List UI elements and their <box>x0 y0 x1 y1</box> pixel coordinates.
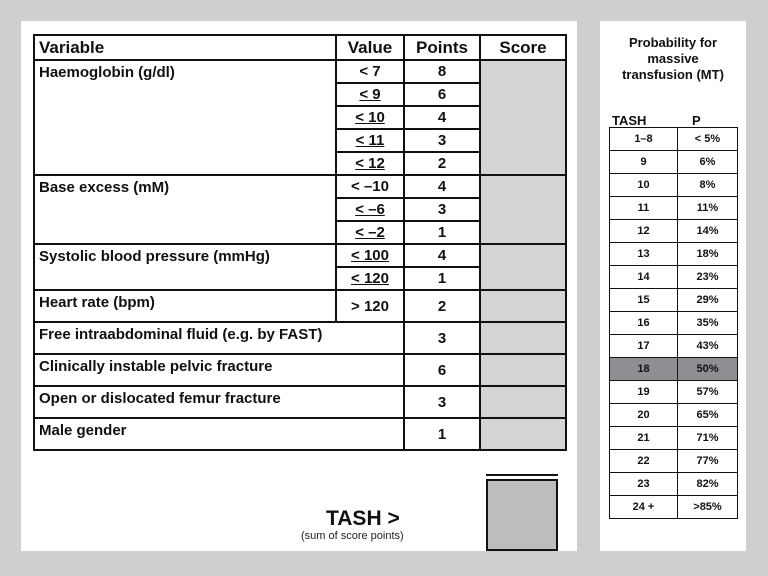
tash-score-cell: 16 <box>610 312 678 335</box>
table-row <box>34 244 566 267</box>
probability-cell: 82% <box>678 473 738 496</box>
header-score: Score <box>480 35 566 60</box>
tash-score-cell: 22 <box>610 450 678 473</box>
probability-row <box>610 266 738 289</box>
probability-cell: 77% <box>678 450 738 473</box>
points-cell: 2 <box>404 290 480 322</box>
value-cell: < 9 <box>336 83 404 106</box>
probability-cell: 18% <box>678 243 738 266</box>
points-cell: 1 <box>404 221 480 244</box>
probability-panel <box>600 21 746 551</box>
probability-row <box>610 151 738 174</box>
score-cell-free-fluid <box>480 322 566 354</box>
probability-row <box>610 335 738 358</box>
table-row <box>34 386 566 418</box>
probability-cell: 8% <box>678 174 738 197</box>
probability-title-line: transfusion (MT) <box>622 67 724 82</box>
value-cell: > 120 <box>336 290 404 322</box>
probability-cell: 65% <box>678 404 738 427</box>
value-cell: < 7 <box>336 60 404 83</box>
tash-score-cell: 11 <box>610 197 678 220</box>
header-variable: Variable <box>34 35 336 60</box>
probability-cell: 14% <box>678 220 738 243</box>
score-cell-male-gender <box>480 418 566 450</box>
table-row <box>34 354 566 386</box>
value-cell: < 10 <box>336 106 404 129</box>
score-cell-base-excess <box>480 175 566 244</box>
tash-score-cell: 13 <box>610 243 678 266</box>
value-cell: < –6 <box>336 198 404 221</box>
variable-male-gender: Male gender <box>34 418 404 450</box>
tash-score-cell: 14 <box>610 266 678 289</box>
total-score-box <box>486 479 558 551</box>
value-cell: < –2 <box>336 221 404 244</box>
variable-systolic-bp: Systolic blood pressure (mmHg) <box>34 244 336 290</box>
probability-cell: 35% <box>678 312 738 335</box>
probability-row <box>610 220 738 243</box>
tash-score-cell: 23 <box>610 473 678 496</box>
header-value: Value <box>336 35 404 60</box>
tash-score-cell: 21 <box>610 427 678 450</box>
points-cell: 6 <box>404 354 480 386</box>
probability-row <box>610 450 738 473</box>
variable-free-fluid: Free intraabdominal fluid (e.g. by FAST) <box>34 322 404 354</box>
probability-title-line: massive <box>647 51 699 66</box>
points-cell: 3 <box>404 322 480 354</box>
probability-row <box>610 289 738 312</box>
table-row <box>34 290 566 322</box>
probability-row <box>610 312 738 335</box>
tash-variable-table <box>33 34 567 451</box>
points-cell: 2 <box>404 152 480 175</box>
tash-score-cell: 19 <box>610 381 678 404</box>
points-cell: 8 <box>404 60 480 83</box>
tash-score-cell: 10 <box>610 174 678 197</box>
tash-score-cell: 20 <box>610 404 678 427</box>
probability-row <box>610 243 738 266</box>
probability-cell: 50% <box>678 358 738 381</box>
probability-table <box>609 127 738 519</box>
probability-row <box>610 174 738 197</box>
header-tash: TASH <box>612 113 647 128</box>
score-cell-pelvic-fracture <box>480 354 566 386</box>
tash-total-sublabel: (sum of score points) <box>301 530 404 542</box>
probability-cell: 29% <box>678 289 738 312</box>
probability-row <box>610 404 738 427</box>
points-cell: 4 <box>404 244 480 267</box>
tash-score-cell: 18 <box>610 358 678 381</box>
variable-femur-fracture: Open or dislocated femur fracture <box>34 386 404 418</box>
tash-total-label: TASH > <box>326 507 400 530</box>
header-points: Points <box>404 35 480 60</box>
probability-cell: 57% <box>678 381 738 404</box>
probability-cell: 71% <box>678 427 738 450</box>
points-cell: 6 <box>404 83 480 106</box>
variable-heart-rate: Heart rate (bpm) <box>34 290 336 322</box>
value-cell: < 120 <box>336 267 404 290</box>
score-cell-femur-fracture <box>480 386 566 418</box>
probability-row <box>610 128 738 151</box>
score-cell-heart-rate <box>480 290 566 322</box>
tash-score-cell: 1–8 <box>610 128 678 151</box>
probability-row <box>610 496 738 519</box>
total-separator-line <box>486 474 558 476</box>
probability-row <box>610 358 738 381</box>
points-cell: 1 <box>404 267 480 290</box>
tash-score-cell: 15 <box>610 289 678 312</box>
probability-cell: >85% <box>678 496 738 519</box>
points-cell: 4 <box>404 175 480 198</box>
header-p: P <box>692 113 701 128</box>
probability-cell: 6% <box>678 151 738 174</box>
probability-cell: 11% <box>678 197 738 220</box>
variable-haemoglobin: Haemoglobin (g/dl) <box>34 60 336 175</box>
table-row <box>34 322 566 354</box>
tash-score-cell: 12 <box>610 220 678 243</box>
tash-score-panel <box>21 21 577 551</box>
points-cell: 3 <box>404 129 480 152</box>
tash-score-cell: 17 <box>610 335 678 358</box>
score-cell-haemoglobin <box>480 60 566 175</box>
probability-row <box>610 427 738 450</box>
value-cell: < 11 <box>336 129 404 152</box>
probability-row <box>610 381 738 404</box>
tash-score-cell: 9 <box>610 151 678 174</box>
probability-cell: < 5% <box>678 128 738 151</box>
points-cell: 3 <box>404 386 480 418</box>
points-cell: 1 <box>404 418 480 450</box>
score-cell-systolic-bp <box>480 244 566 290</box>
table-header-row <box>34 35 566 60</box>
tash-score-cell: 24 + <box>610 496 678 519</box>
probability-cell: 43% <box>678 335 738 358</box>
table-row <box>34 418 566 450</box>
points-cell: 3 <box>404 198 480 221</box>
variable-base-excess: Base excess (mM) <box>34 175 336 244</box>
value-cell: < 100 <box>336 244 404 267</box>
table-row <box>34 175 566 198</box>
variable-pelvic-fracture: Clinically instable pelvic fracture <box>34 354 404 386</box>
probability-title <box>600 35 746 83</box>
value-cell: < –10 <box>336 175 404 198</box>
points-cell: 4 <box>404 106 480 129</box>
table-row <box>34 60 566 83</box>
probability-row <box>610 473 738 496</box>
probability-cell: 23% <box>678 266 738 289</box>
probability-row <box>610 197 738 220</box>
probability-title-line: Probability for <box>628 35 718 50</box>
value-cell: < 12 <box>336 152 404 175</box>
